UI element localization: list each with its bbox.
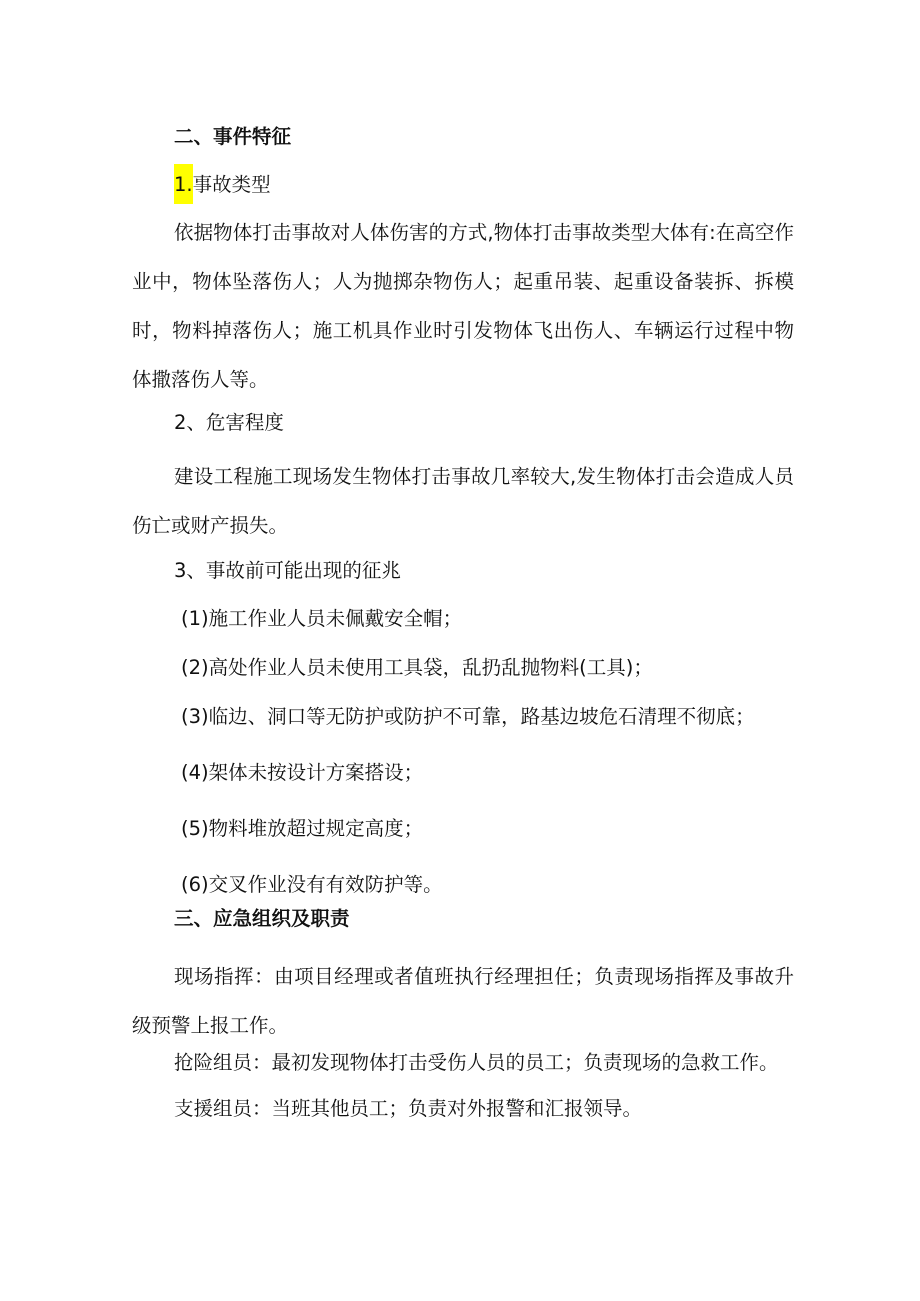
highlighted-number: 1. xyxy=(174,164,193,204)
item-2-heading: 2、危害程度 xyxy=(174,411,284,434)
sign-item: (1)施工作业人员未佩戴安全帽； xyxy=(181,607,463,630)
sign-item: (5)物料堆放超过规定高度； xyxy=(181,817,424,840)
item-3-heading: 3、事故前可能出现的征兆 xyxy=(174,559,401,582)
accident-types-paragraph: 依据物体打击事故对人体伤害的方式,物体打击事故类型大体有:在高空作业中，物体坠落伤人；人为抛掷杂物伤人；起重吊装、起重设备装拆、拆模时，物料掉落伤人；施工机具作业时引发物体飞出伤人、车辆运行过程中物体撒落伤人等。 xyxy=(132,221,794,391)
sign-item: (4)架体未按设计方案搭设； xyxy=(181,761,424,784)
section-3-heading: 三、应急组织及职责 xyxy=(174,907,350,930)
sign-item: (6)交叉作业没有有效防护等。 xyxy=(181,873,443,896)
item-1-heading xyxy=(174,172,271,198)
item-1-title: 事故类型 xyxy=(192,173,271,196)
rescue-paragraph: 抢险组员：最初发现物体打击受伤人员的员工；负责现场的急救工作。 xyxy=(174,1051,779,1074)
sign-item: (3)临边、洞口等无防护或防护不可靠，路基边坡危石清理不彻底； xyxy=(181,705,755,728)
section-2-heading: 二、事件特征 xyxy=(174,125,292,148)
support-paragraph: 支援组员：当班其他员工；负责对外报警和汇报领导。 xyxy=(174,1097,643,1120)
commander-paragraph: 现场指挥：由项目经理或者值班执行经理担任；负责现场指挥及事故升级预警上报工作。 xyxy=(132,965,794,1037)
sign-item: (2)高处作业人员未使用工具袋，乱扔乱抛物料(工具)； xyxy=(181,656,653,679)
hazard-level-paragraph: 建设工程施工现场发生物体打击事故几率较大,发生物体打击会造成人员伤亡或财产损失。 xyxy=(132,465,794,537)
